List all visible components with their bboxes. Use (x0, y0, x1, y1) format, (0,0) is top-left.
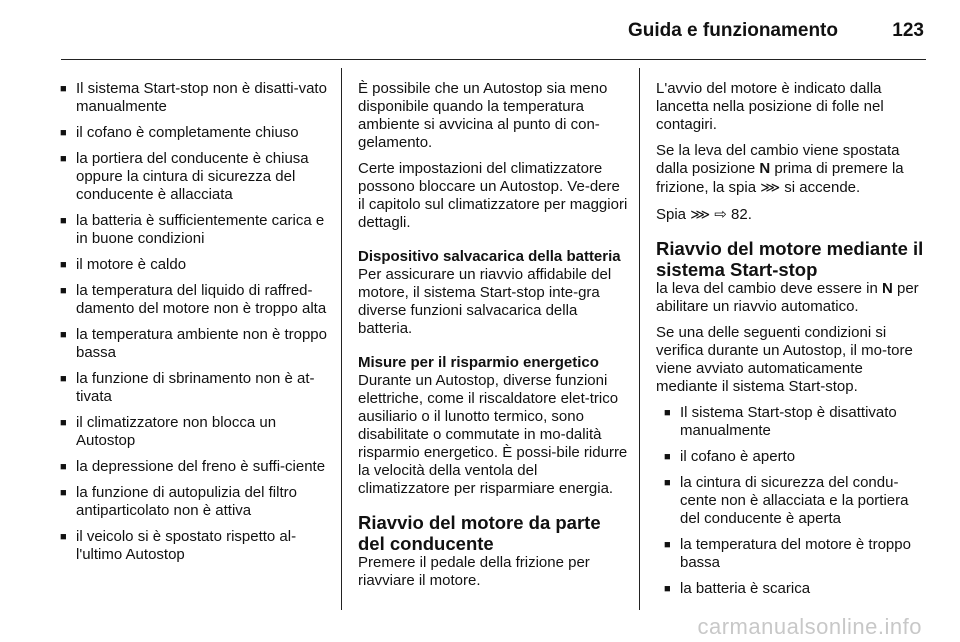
list-item: ■ la temperatura del motore è troppo bassa (664, 536, 928, 572)
page-reference-arrow-icon[interactable]: ⇨ (714, 206, 727, 223)
heading-start-stop-restart: Riavvio del motore mediante il sistema Start-stop (656, 238, 924, 280)
text-run: prima di premere la frizione, la spia (656, 160, 904, 196)
list-item: ■ Il sistema Start-stop è disattivato manualmente (664, 404, 928, 440)
list-item: ■ il motore è caldo (60, 256, 330, 274)
list-item: ■ la cintura di sicurezza del condu-cente non è allacciata e la portiera del conducente è aperta (664, 474, 928, 528)
paragraph: Se una delle seguenti condizioni si verifica durante un Autostop, il mo-tore viene avviato automaticamente mediante il sistema Start-stop. (656, 324, 913, 395)
list-item: ■ la funzione di sbrinamento non è at-tivata (60, 370, 330, 406)
text-run: Spia (656, 206, 691, 223)
list-item: ■ la batteria è sufficientemente carica e in buone condizioni (60, 212, 330, 248)
gear-neutral-label: N (759, 160, 771, 177)
watermark: carmanualsonline.info (697, 614, 922, 639)
paragraph: Premere il pedale della frizione per riavviare il motore. (358, 554, 590, 589)
text-run: per abilitare un riavvio automatico. (656, 280, 919, 315)
list-item: ■ il climatizzatore non blocca un Autostop (60, 414, 330, 450)
subheading-energy-saving: Misure per il risparmio energetico (358, 354, 599, 371)
list-item: ■ il cofano è aperto (664, 448, 928, 466)
text-run: Se la leva del cambio viene spostata dalla posizione (656, 142, 900, 177)
gear-neutral-label: N (881, 280, 893, 297)
list-item: ■ la portiera del conducente è chiusa oppure la cintura di sicurezza del conducente è allacciata (60, 150, 330, 204)
text-run: si accende. (780, 179, 861, 196)
start-conditions-list (60, 80, 330, 564)
paragraph (656, 205, 928, 224)
paragraph: È possibile che un Autostop sia meno disponibile quando la temperatura ambiente si avvicina al punto di con-gelamento. (358, 80, 608, 151)
list-item: ■ la temperatura del liquido di raffred-damento del motore non è troppo alta (60, 282, 330, 318)
paragraph: Certe impostazioni del climatizzatore possono bloccare un Autostop. Ve-dere il capitolo sul climatizzatore per maggiori dettagli. (358, 160, 628, 231)
list-item: ■ la depressione del freno è suffi-ciente (60, 458, 330, 476)
list-item: ■ il veicolo si è spostato rispetto al-l'ultimo Autostop (60, 528, 330, 564)
column-3 (656, 80, 928, 606)
column-divider-1 (341, 68, 342, 610)
paragraph: Per assicurare un riavvio affidabile del motore, il sistema Start-stop inte-gra diverse funzioni salvacarica della batteria. (358, 266, 612, 337)
text-run: la leva del cambio deve essere in (656, 280, 882, 297)
list-item: ■ Il sistema Start-stop non è disatti-vato manualmente (60, 80, 330, 116)
restart-conditions-list (664, 404, 928, 598)
column-2 (358, 80, 630, 598)
subheading-battery-saver: Dispositivo salvacarica della batteria (358, 248, 621, 265)
paragraph: Durante un Autostop, diverse funzioni elettriche, come il riscaldatore elet-trico ausiliario o il lunotto termico, sono disabilitate o commutate in mo-dalità risparmio energetico. È possi-bile ridurre la velocità della ventola del climatizzatore per risparmiare energia. (358, 372, 628, 497)
page-reference[interactable]: 82. (726, 206, 752, 223)
header-rule (61, 59, 926, 60)
heading-driver-restart: Riavvio del motore da parte del conducente (358, 512, 601, 554)
list-item: ■ la funzione di autopulizia del filtro antiparticolato non è attiva (60, 484, 330, 520)
list-item: ■ la temperatura ambiente non è troppo bassa (60, 326, 330, 362)
autostop-indicator-icon: ⋙ (760, 179, 781, 195)
column-divider-2 (639, 68, 640, 610)
page-number: 123 (892, 20, 924, 41)
paragraph (656, 280, 928, 316)
list-item: ■ il cofano è completamente chiuso (60, 124, 330, 142)
paragraph: L'avvio del motore è indicato dalla lancetta nella posizione di folle nel contagiri. (656, 80, 884, 133)
list-item: ■ la batteria è scarica (664, 580, 928, 598)
paragraph (656, 142, 928, 197)
autostop-indicator-icon: ⋙ (690, 206, 711, 222)
header-title: Guida e funzionamento (627, 20, 838, 41)
column-1 (60, 80, 330, 572)
